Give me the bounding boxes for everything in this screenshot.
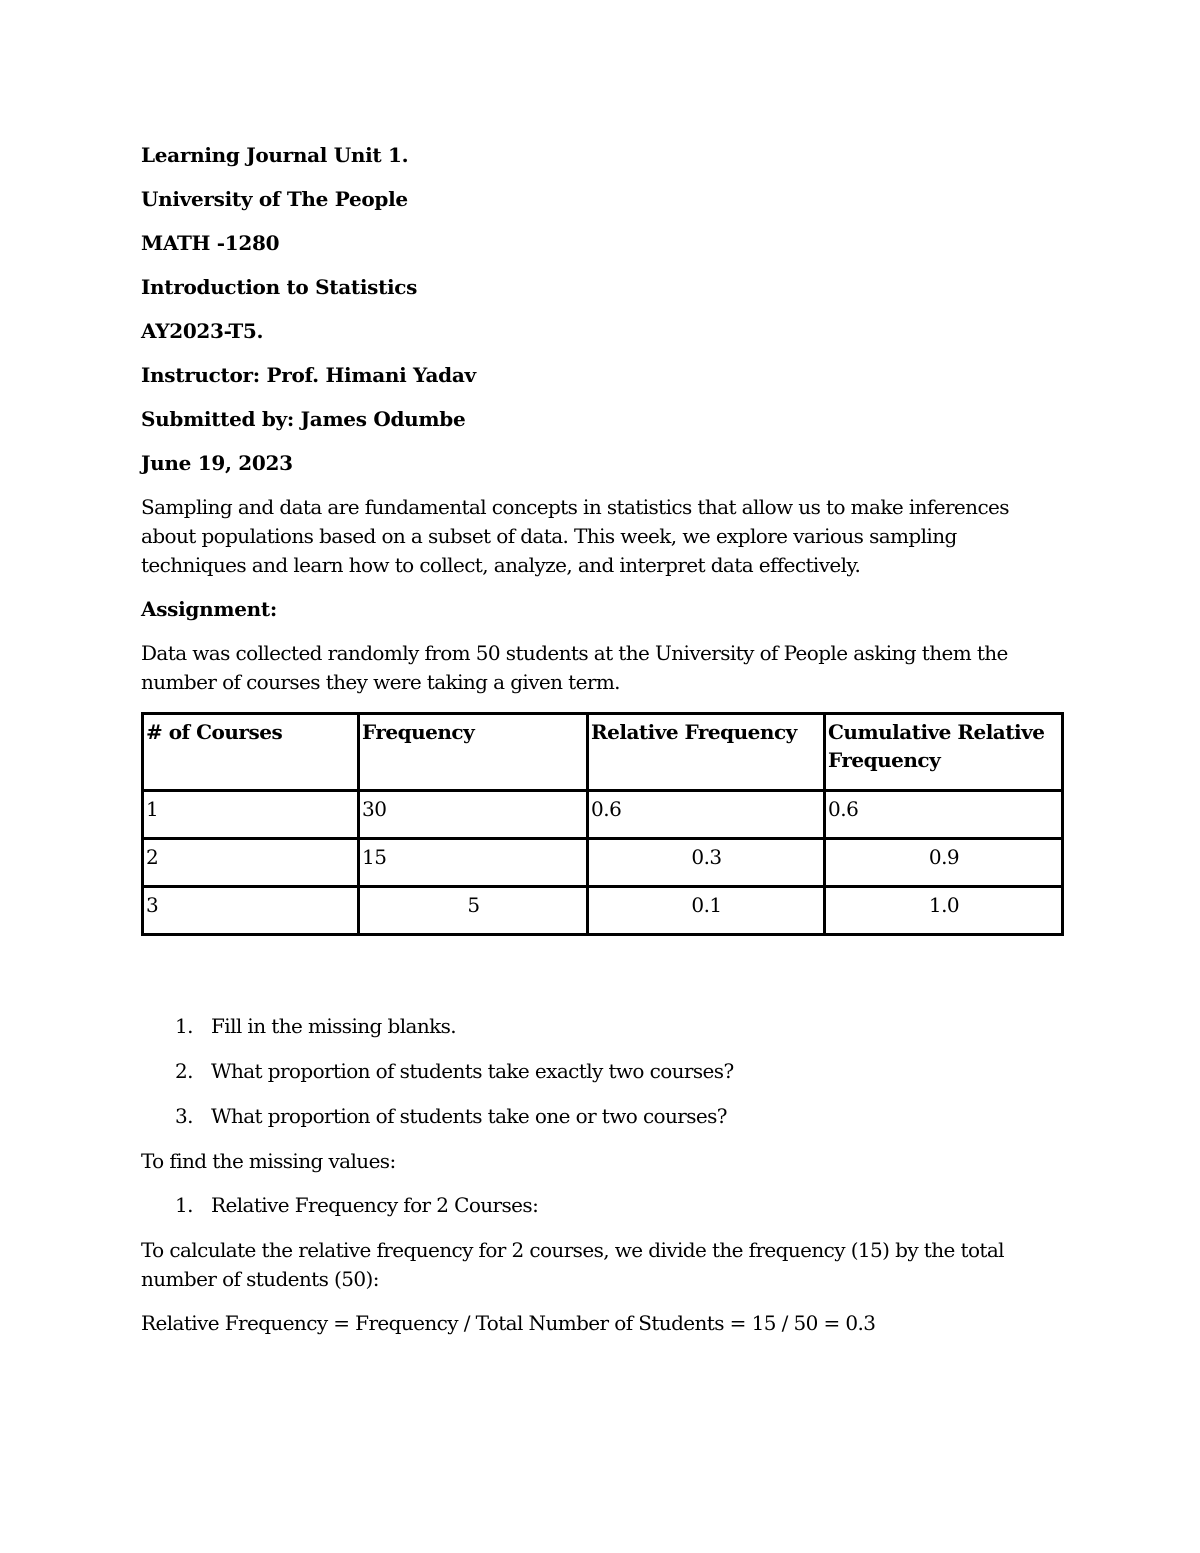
university-name: University of The People [141, 187, 408, 211]
table-cell: 3 [143, 887, 359, 935]
list-item [141, 1057, 1061, 1086]
table-header-row [143, 714, 1063, 791]
calculation-explanation: To calculate the relative frequency for 2 courses, we divide the frequency (15) by the total number of students (50): [141, 1238, 1004, 1291]
submitted-by: Submitted by: James Odumbe [141, 407, 466, 431]
table-header-cell: # of Courses [143, 714, 359, 791]
table-cell: 0.6 [588, 791, 825, 839]
list-number: 2. [175, 1059, 193, 1083]
table-header-cell: Relative Frequency [588, 714, 825, 791]
table-cell: 30 [359, 791, 588, 839]
list-item [141, 1191, 1061, 1220]
document-page [141, 141, 1061, 1353]
table-cell: 2 [143, 839, 359, 887]
list-number: 1. [175, 1014, 193, 1038]
spacer [141, 936, 1061, 1012]
steps-list [141, 1191, 1061, 1220]
course-code: MATH -1280 [141, 231, 280, 255]
submission-date: June 19, 2023 [141, 451, 293, 475]
list-text: Fill in the missing blanks. [211, 1014, 457, 1038]
assignment-text: Data was collected randomly from 50 students at the University of People asking them the number of courses they were taking a given term. [141, 641, 1008, 694]
formula: Relative Frequency = Frequency / Total Number of Students = 15 / 50 = 0.3 [141, 1311, 876, 1335]
table-cell: 15 [359, 839, 588, 887]
list-number: 3. [175, 1104, 193, 1128]
table-cell: 1.0 [825, 887, 1063, 935]
table-cell: 0.1 [588, 887, 825, 935]
list-text: What proportion of students take one or two courses? [211, 1104, 727, 1128]
table-row [143, 887, 1063, 935]
table-cell: 5 [359, 887, 588, 935]
assignment-heading: Assignment: [141, 597, 277, 621]
table-header-cell: Cumulative Relative Frequency [825, 714, 1063, 791]
term: AY2023-T5. [141, 319, 264, 343]
list-number: 1. [175, 1193, 193, 1217]
list-text: Relative Frequency for 2 Courses: [211, 1193, 539, 1217]
table-cell: 1 [143, 791, 359, 839]
table-row [143, 791, 1063, 839]
list-item [141, 1102, 1061, 1131]
table-cell: 0.9 [825, 839, 1063, 887]
course-name: Introduction to Statistics [141, 275, 418, 299]
document-title: Learning Journal Unit 1. [141, 143, 409, 167]
table-cell: 0.6 [825, 791, 1063, 839]
table-header-cell: Frequency [359, 714, 588, 791]
find-missing-intro: To find the missing values: [141, 1149, 396, 1173]
intro-paragraph: Sampling and data are fundamental concepts in statistics that allow us to make inferences about populations based on a subset of data. This week, we explore various sampling techniques and learn how to collect, analyze, and interpret data effectively. [141, 495, 1009, 577]
list-text: What proportion of students take exactly two courses? [211, 1059, 734, 1083]
instructor: Instructor: Prof. Himani Yadav [141, 363, 476, 387]
frequency-table [141, 712, 1064, 936]
list-item [141, 1012, 1061, 1041]
table-cell: 0.3 [588, 839, 825, 887]
table-row [143, 839, 1063, 887]
questions-list [141, 1012, 1061, 1131]
